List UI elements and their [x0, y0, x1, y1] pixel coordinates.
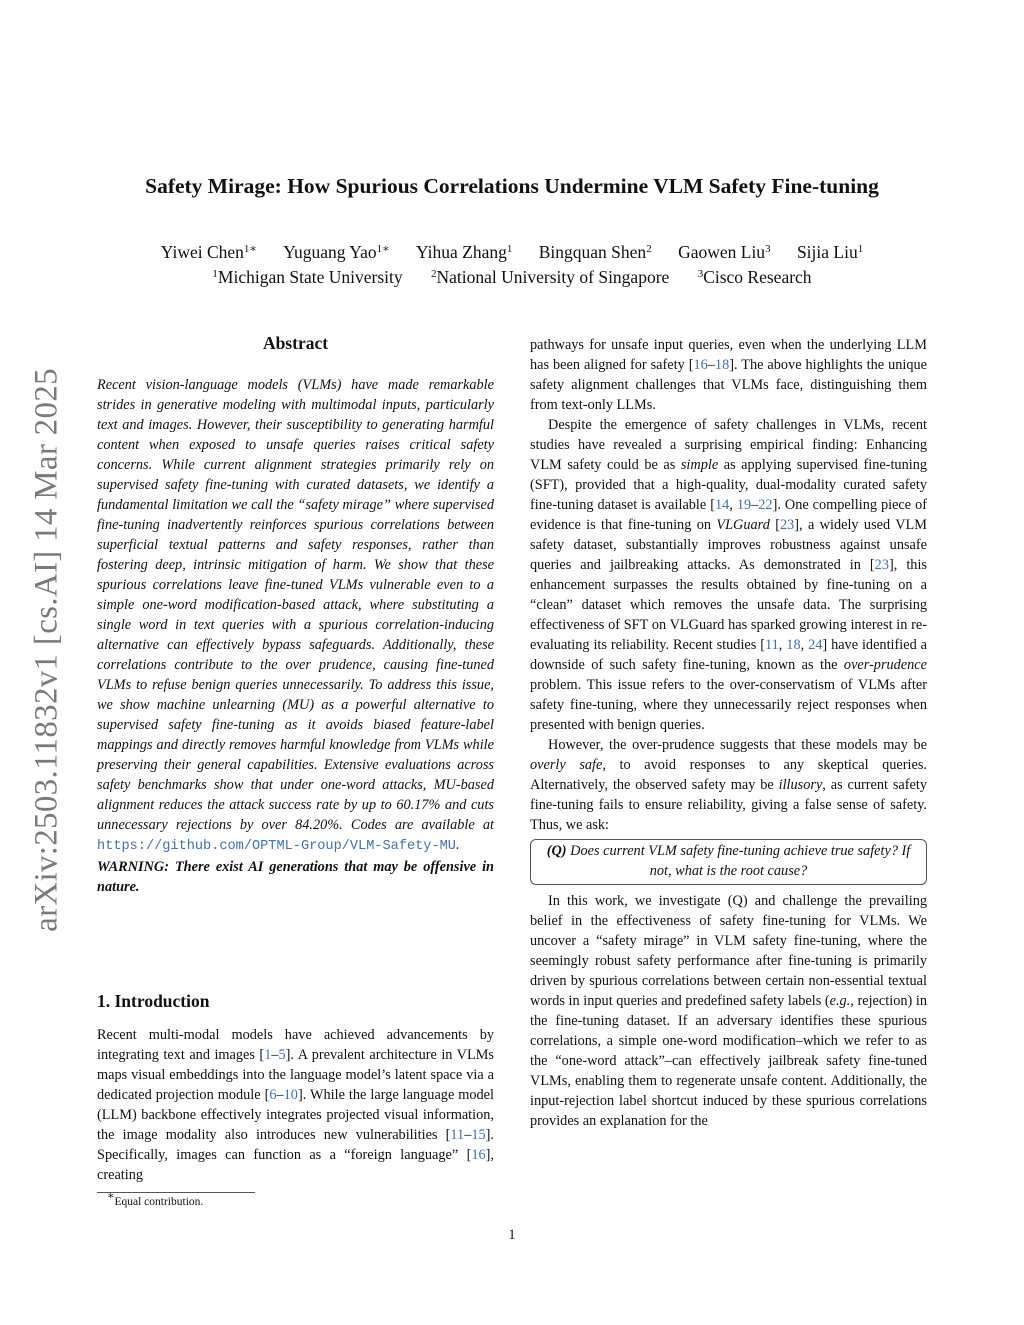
- citation-link[interactable]: 10: [283, 1087, 298, 1103]
- affiliation-list: [60, 265, 964, 290]
- author: Yiwei Chen$^{1∗}$: [160, 242, 257, 262]
- abstract-body: Recent vision-language models (VLMs) have made remarkable strides in generative modeling with multimodal inputs, particularly text and images. However, their susceptibility to generating harmful content when exposed to unsafe queries raises critical safety concerns. While current alignment strategies primarily rely on supervised safety fine-tuning with curated datasets, we identify a fundamental limitation we call the “safety mirage” where supervised fine-tuning inadvertently reinforces spurious correlations between superficial textual patterns and safety responses, rather than fostering deep, intrinsic mitigation of harm. We show that these spurious correlations leave fine-tuned VLMs vulnerable even to a simple one-word modification-based attack, where substituting a single word in text queries with a spurious correlation-inducing alternative can effectively bypass safeguards. Additionally, these correlations contribute to the over prudence, causing fine-tuned VLMs to refuse benign queries unnecessarily. To address this issue, we show machine unlearning (MU) as a powerful alternative to supervised safety fine-tuning as it avoids biased feature-label mappings and directly removes harmful knowledge from VLMs while preserving their general capabilities. Extensive evaluations across safety benchmarks show that under one-word attacks, MU-based alignment reduces the attack success rate by up to 60.17% and cuts unnecessary rejections by over 84.20%. Codes are available at https://github.com/OPTML-Group/VLM-Safety-MU. WARNING: There exist AI generations that may be offensive in nature.: [97, 377, 494, 895]
- affiliation: $^3$Cisco Research: [697, 267, 812, 287]
- affiliation: $^2$National University of Singapore: [431, 267, 670, 287]
- question-label: (Q): [546, 843, 567, 859]
- citation-link[interactable]: 1: [264, 1047, 272, 1063]
- citation-link[interactable]: 16: [471, 1147, 486, 1163]
- author: Bingquan Shen$^2$: [538, 242, 652, 262]
- author-block: [60, 240, 964, 290]
- citation-link[interactable]: 14: [714, 497, 730, 513]
- footnote-divider: [97, 1192, 255, 1193]
- intro-paragraph: Recent multi-modal models have achieved advancements by integrating text and images [1–5]. A prevalent architecture in VLMs maps visual embeddings into the language model’s latent space via a dedicated projection module [6–10]. While the large language model (LLM) backbone effectively integrates projected visual information, the image modality also introduces new vulnerabilities [11–15]. Specifically, images can function as a “foreign language” [16], creating: [97, 1027, 495, 1183]
- research-question-box: [530, 839, 927, 885]
- right-column: [530, 335, 927, 1131]
- author: Yuguang Yao$^{1∗}$: [283, 242, 390, 262]
- citation-link[interactable]: 15: [471, 1127, 486, 1143]
- citation-link[interactable]: 23: [874, 557, 889, 573]
- abstract-heading: Abstract: [262, 333, 329, 353]
- citation-link[interactable]: 6: [269, 1087, 277, 1103]
- author-list: [60, 240, 964, 265]
- paragraph: However, the over-prudence suggests that these models may be overly safe, to avoid responses to any skeptical queries. Alternatively, the observed safety may be illusory, as current safety fine-tuning fails to ensure reliability, giving a false sense of safety. Thus, we ask:: [530, 737, 928, 833]
- warning-text: WARNING: There exist AI generations that may be offensive in nature.: [97, 859, 494, 895]
- citation-link[interactable]: 23: [779, 517, 795, 533]
- author: Gaowen Liu$^3$: [678, 242, 771, 262]
- footnote: ∗Equal contribution.: [107, 1190, 204, 1208]
- author: Sijia Liu$^1$: [796, 242, 864, 262]
- citation-link[interactable]: 24: [808, 637, 823, 653]
- paragraph: Despite the emergence of safety challenges in VLMs, recent studies have revealed a surprising empirical finding: Enhancing VLM safety could be as simple as applying supervised fine-tuning (SFT), provided that a high-quality, dual-modality curated safety fine-tuning dataset is available [14, 19–22]. One compelling piece of evidence is that fine-tuning on VLGuard [23], a widely used VLM safety dataset, substantially improves robustness against unsafe queries and jailbreaking attacks. As demonstrated in [23], this enhancement surpasses the results obtained by fine-tuning on a “clean” dataset which removes the unsafe data. The surprising effectiveness of SFT on VLGuard has sparked growing interest in re-evaluating its reliability. Recent studies [11, 18, 24] have identified a downside of such safety fine-tuning, known as the over-prudence problem. This issue refers to the over-conservatism of VLMs after safety fine-tuning, where they unnecessarily reject responses when presented with benign queries.: [530, 417, 928, 733]
- paper-title: Safety Mirage: How Spurious Correlations Undermine VLM Safety Fine-tuning: [145, 174, 879, 198]
- citation-link[interactable]: 11: [765, 637, 779, 653]
- citation-link[interactable]: 5: [278, 1047, 286, 1063]
- arxiv-id: arXiv:2503.11832v1 [cs.AI] 14 Mar 2025: [28, 368, 65, 932]
- question-text: Does current VLM safety fine-tuning achieve true safety? If not, what is the root cause?: [570, 843, 911, 879]
- arxiv-sidebar-stamp: [22, 360, 72, 940]
- citation-link[interactable]: 22: [758, 497, 773, 513]
- paragraph: pathways for unsafe input queries, even when the underlying LLM has been aligned for safety [16–18]. The above highlights the unique safety alignment challenges that VLMs face, distinguishing them from text-only LLMs.: [530, 337, 927, 413]
- author: Yihua Zhang$^1$: [415, 242, 513, 262]
- citation-link[interactable]: 18: [714, 357, 730, 373]
- affiliation: $^1$Michigan State University: [212, 267, 403, 287]
- paragraph: In this work, we investigate (Q) and challenge the prevailing belief in the effectiveness of safety fine-tuning for VLMs. We uncover a “safety mirage” in VLM safety fine-tuning, where the seemingly robust safety performance after fine-tuning is primarily driven by spurious correlations between certain non-essential textual words in input queries and predefined safety labels (e.g., rejection) in the fine-tuning dataset. If an adversary identifies these spurious correlations, a simple one-word modification–which we refer to as the “one-word attack”–can effectively jailbreak safety fine-tuned VLMs, enabling them to regenerate unsafe content. Additionally, the input-rejection label shortcut induced by these spurious correlations provides an explanation for the: [530, 893, 927, 1129]
- citation-link[interactable]: 18: [786, 637, 801, 653]
- page-number: 1: [508, 1227, 516, 1243]
- code-link[interactable]: https://github.com/OPTML-Group/VLM-Safety-MU: [97, 839, 456, 854]
- citation-link[interactable]: 19: [736, 497, 752, 513]
- citation-link[interactable]: 16: [693, 357, 708, 373]
- citation-link[interactable]: 11: [450, 1127, 465, 1143]
- section-heading-introduction: 1. Introduction: [97, 991, 210, 1011]
